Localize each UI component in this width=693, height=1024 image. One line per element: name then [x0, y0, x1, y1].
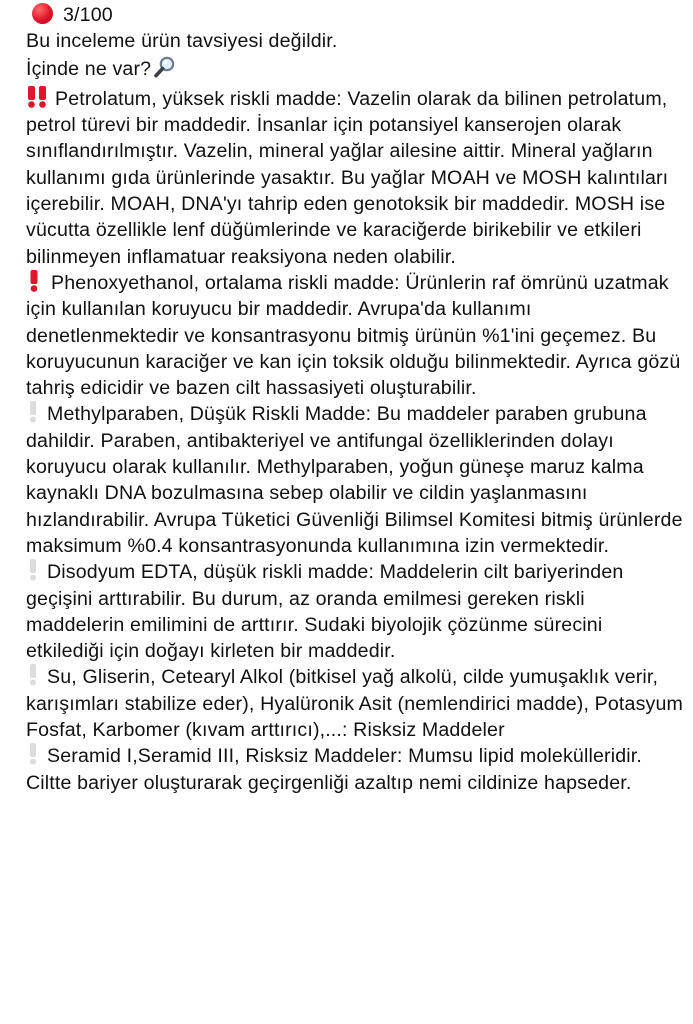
ingredient-item	[26, 743, 683, 796]
ingredient-item	[26, 559, 683, 664]
exclamation-gray-icon	[28, 559, 38, 581]
exclamation-gray-icon	[28, 664, 38, 686]
ingredient-text: Methylparaben, Düşük Riskli Madde: Bu maddeler paraben grubuna dahildir. Paraben, antibakteriyel ve antifungal özelliklerinden dolayı koruyucu olarak kullanılır. Methylparaben, yoğun güneşe maruz kalma kaynaklı DNA bozulmasına sebep olabilir ve cildin yaşlanmasını hızlandırabilir. Avrupa Tüketici Güvenliği Bilimsel Komitesi bitmiş ürünlerde maksimum %0.4 konsantrasyonunda kullanımına izin vermektedir.	[26, 403, 683, 557]
ingredient-item	[26, 270, 683, 401]
ingredient-item	[26, 401, 683, 559]
disclaimer: Bu inceleme ürün tavsiyesi değildir.	[26, 30, 338, 53]
double-exclamation-red-icon	[26, 86, 50, 108]
ingredient-text: Disodyum EDTA, düşük riskli madde: Maddelerin cilt bariyerinden geçişini arttırabilir. Bu durum, az oranda emilmesi gereken riskli maddelerin emilimini de arttırır. Sudaki biyolojik çözünme sürecini etkilediği için doğayı kirleten bir maddedir.	[26, 561, 624, 663]
exclamation-gray-icon	[28, 743, 38, 765]
contents-question-line	[26, 55, 683, 86]
score-line	[26, 2, 683, 28]
contents-question: İçinde ne var?	[26, 57, 152, 80]
ingredient-text: Seramid I,Seramid III, Risksiz Maddeler: Mumsu lipid molekülleridir. Ciltte bariyer oluşturarak geçirgenliği azaltıp nemi cildinize hapseder.	[26, 745, 642, 794]
ingredient-text: Petrolatum, yüksek riskli madde: Vazelin olarak da bilinen petrolatum, petrol türevi bir maddedir. İnsanlar için potansiyel kanserojen olarak sınıflandırılmıştır. Vazelin, mineral yağlar ailesine aittir. Mineral yağların kullanımı gıda ürünlerinde yasaktır. Bu yağlar MOAH ve MOSH kalıntıları içerebilir. MOAH, DNA'yı tahrip eden genotoksik bir maddedir. MOSH ise vücutta özellikle lenf düğümlerinde ve karaciğerde birikebilir ve etkileri bilinmeyen inflamatuar reaksiyona neden olabilir.	[26, 87, 669, 268]
ingredient-item	[26, 664, 683, 743]
exclamation-gray-icon	[28, 401, 38, 423]
red-circle-icon	[32, 3, 53, 24]
score-value: 3/100	[63, 4, 113, 26]
exclamation-red-icon	[29, 270, 39, 292]
ingredient-text: Su, Gliserin, Cetearyl Alkol (bitkisel yağ alkolü, cilde yumuşaklık verir, karışımları stabilize eder), Hyalüronik Asit (nemlendirici madde), Potasyum Fosfat, Karbomer (kıvam arttırıcı),...: Risksiz Maddeler	[26, 666, 683, 742]
ingredient-text: Phenoxyethanol, ortalama riskli madde: Ürünlerin raf ömrünü uzatmak için kullanılan koruyucu bir maddedir. Avrupa'da kullanımı denetlenmektedir ve konsantrasyonu bitmiş ürünün %1'ini geçemez. Bu koruyucunun karaciğer ve kan için toksik olduğu bilinmektedir. Ayrıca gözü tahriş edicidir ve bazen cilt hassasiyeti oluşturabilir.	[26, 271, 681, 400]
magnifier-icon	[153, 55, 177, 86]
ingredient-item	[26, 86, 683, 270]
